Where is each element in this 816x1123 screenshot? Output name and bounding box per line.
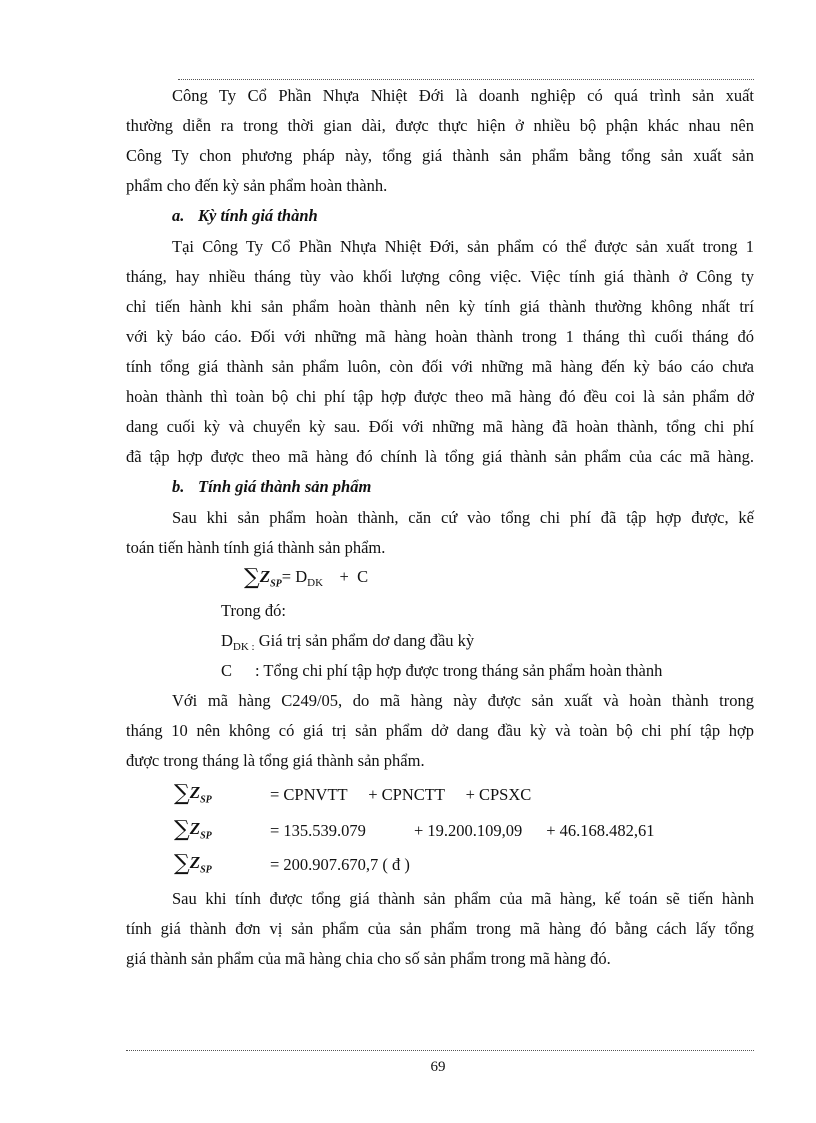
paragraph-1-line-4: phẩm cho đến kỳ sản phẩm hoàn thành. (126, 176, 388, 195)
paragraph-3-line-1: Sau khi sản phẩm hoàn thành, căn cứ vào tổng chi phí đã tập hợp được, kế (172, 508, 754, 527)
paragraph-2-line-7: dang cuối kỳ và chuyển kỳ sau. Đối với những mã hàng đã hoàn thành, tổng chi phí (126, 417, 754, 436)
calc-line-2: $\sum Z_{SP}$ (174, 817, 212, 842)
paragraph-5-line-1: Sau khi tính được tổng giá thành sản phẩm của mã hàng, kế toán sẽ tiến hành (172, 889, 754, 908)
calc-line-3: $\sum Z_{SP}$ (174, 851, 212, 876)
paragraph-2-line-8: đã tập hợp được theo mã hàng đó chính là tổng giá thành sản phẩm của các mã hàng. (126, 447, 754, 466)
page-number: 69 (430, 1059, 446, 1075)
section-b-heading (172, 477, 800, 497)
paragraph-2-line-1: Tại Công Ty Cổ Phần Nhựa Nhiệt Đới, sản phẩm có thể được sản xuất trong 1 (172, 237, 754, 256)
d-symbol: D (295, 567, 308, 586)
z-symbol: $Z_{SP}$ (259, 567, 282, 590)
footer-dotted-rule (126, 1050, 754, 1051)
paragraph-2-line-2: tháng, hay nhiều tháng tùy vào khối lượng công việc. Việc tính giá thành ở Công ty (126, 267, 754, 286)
section-a-heading (172, 206, 800, 226)
paragraph-5-line-2: tính giá thành đơn vị sản phẩm của sản phẩm trong mã hàng đó bằng cách lấy tổng (126, 919, 754, 938)
header-dotted-rule (178, 79, 754, 80)
paragraph-3-line-2: toán tiến hành tính giá thành sản phẩm. (126, 538, 386, 557)
section-a-title: Kỳ tính giá thành (198, 206, 318, 225)
paragraph-4-line-1: Với mã hàng C249/05, do mã hàng này được sản xuất và hoàn thành trong (172, 691, 754, 710)
section-b-title: Tính giá thành sản phẩm (198, 477, 372, 496)
paragraph-2-line-6: hoàn thành thì toàn bộ chi phí tập hợp được theo mã hàng đó đều coi là sản phẩm dở (126, 387, 754, 406)
section-a-number: a. (172, 206, 185, 225)
paragraph-4-line-3: được trong tháng là tổng giá thành sản phẩm. (126, 751, 425, 770)
calc-line-2-terms: = 135.539.079 + 19.200.109,09 + 46.168.482,61 (270, 821, 655, 840)
calc-line-1-terms: = CPNVTT + CPNCTT + CPSXC (270, 785, 532, 804)
legend-c: C : Tổng chi phí tập hợp được trong tháng sản phẩm hoàn thành (221, 661, 663, 680)
legend-d: $D_{DK :}$ Giá trị sản phẩm dơ dang đầu kỳ (221, 631, 475, 653)
formula-main: $\sum Z_{SP}= D_{DK}$ + C (244, 565, 369, 590)
paragraph-4-line-2: tháng 10 nên không có giá trị sản phẩm dở dang đầu kỳ và toàn bộ chi phí tập hợp (126, 721, 754, 740)
paragraph-1-line-3: Công Ty chon phương pháp này, tổng giá thành sản phẩm bằng tổng sản xuất sản (126, 146, 754, 165)
paragraph-2-line-4: với kỳ báo cáo. Đối với những mã hàng hoàn thành trong 1 tháng thì cuối tháng đó (126, 327, 754, 346)
paragraph-1-line-1: Công Ty Cổ Phần Nhựa Nhiệt Đới là doanh nghiệp có quá trình sản xuất (172, 86, 754, 105)
section-b-number: b. (172, 477, 185, 496)
paragraph-2-line-5: tính tổng giá thành sản phẩm luôn, còn đối với những mã hàng đến kỳ báo cáo chưa (126, 357, 754, 376)
sigma-symbol: ∑ (244, 565, 260, 590)
calc-line-3-terms: = 200.907.670,7 ( đ ) (270, 855, 410, 874)
legend-intro: Trong đó: (221, 601, 286, 620)
paragraph-2-line-3: chỉ tiến hành khi sản phẩm hoàn thành nên kỳ tính giá thành thường không nhất trí (126, 297, 754, 316)
calc-line-1: $\sum Z_{SP}$ (174, 781, 212, 806)
paragraph-5-line-3: giá thành sản phẩm của mã hàng chia cho số sản phẩm trong mã hàng đó. (126, 949, 611, 968)
paragraph-1-line-2: thường diễn ra trong thời gian dài, được thực hiện ở nhiều bộ phận khác nhau nên (126, 116, 754, 135)
